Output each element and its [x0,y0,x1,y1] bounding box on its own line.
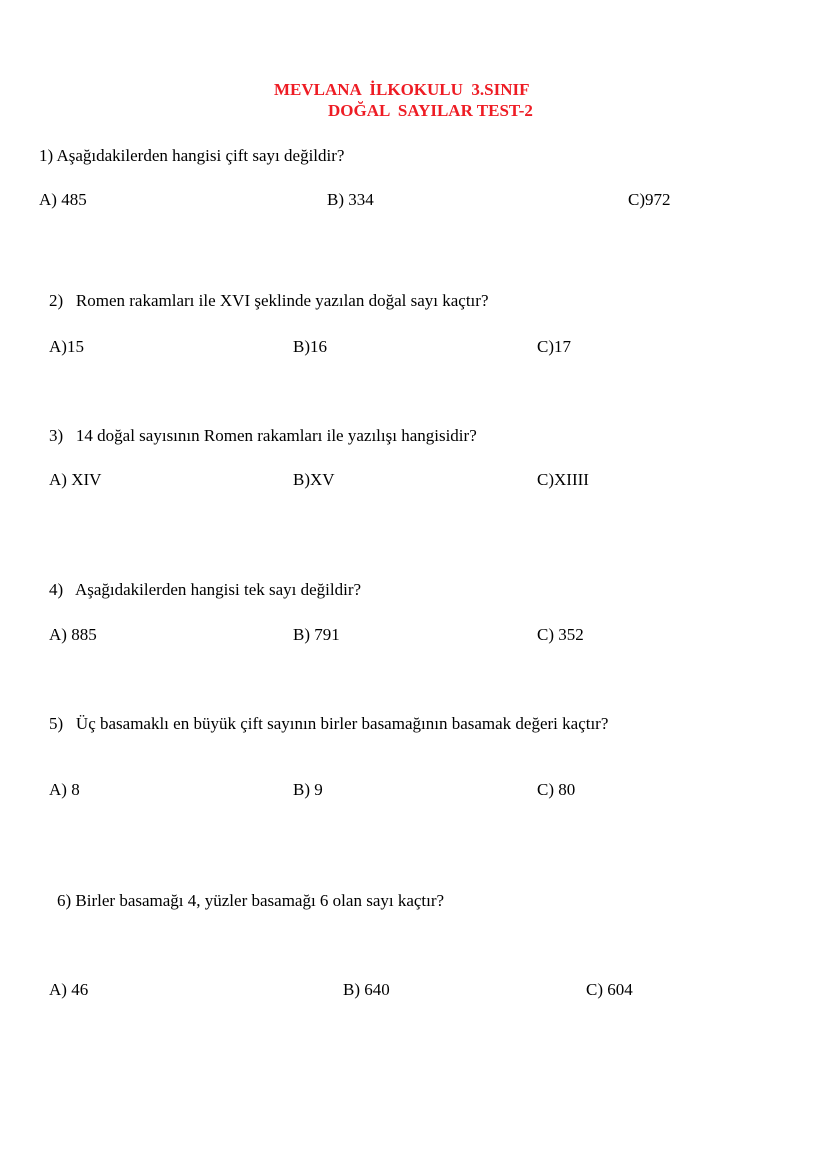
question-6-option-b: B) 640 [343,980,390,999]
question-5-option-a: A) 8 [49,780,80,799]
question-2-text: 2) Romen rakamları ile XVI şeklinde yazılan doğal sayı kaçtır? [49,291,489,310]
question-3-text: 3) 14 doğal sayısının Romen rakamları ile yazılışı hangisidir? [49,426,477,445]
question-5-option-c: C) 80 [537,780,576,799]
question-4-option-b: B) 791 [293,625,340,644]
question-4-option-a: A) 885 [49,625,97,644]
question-1-option-c: C)972 [628,190,671,209]
question-1-text: 1) Aşağıdakilerden hangisi çift sayı değildir? [39,146,345,165]
test-title-school: MEVLANA İLKOKULU 3.SINIF [274,80,530,99]
question-6-option-c: C) 604 [586,980,633,999]
test-title-subject: DOĞAL SAYILAR TEST-2 [328,101,533,120]
question-3-option-c: C)XIIII [537,470,589,489]
question-2-option-c: C)17 [537,337,571,356]
question-5-text: 5) Üç basamaklı en büyük çift sayının birler basamağının basamak değeri kaçtır? [49,714,609,733]
question-4-option-c: C) 352 [537,625,584,644]
question-2-option-b: B)16 [293,337,327,356]
question-3-option-b: B)XV [293,470,335,489]
question-6-option-a: A) 46 [49,980,89,999]
question-2-option-a: A)15 [49,337,84,356]
question-1-option-a: A) 485 [39,190,87,209]
question-5-option-b: B) 9 [293,780,323,799]
question-6-text: 6) Birler basamağı 4, yüzler basamağı 6 olan sayı kaçtır? [57,891,445,910]
question-4-text: 4) Aşağıdakilerden hangisi tek sayı değildir? [49,580,362,599]
question-1-option-b: B) 334 [327,190,374,209]
question-3-option-a: A) XIV [49,470,102,489]
